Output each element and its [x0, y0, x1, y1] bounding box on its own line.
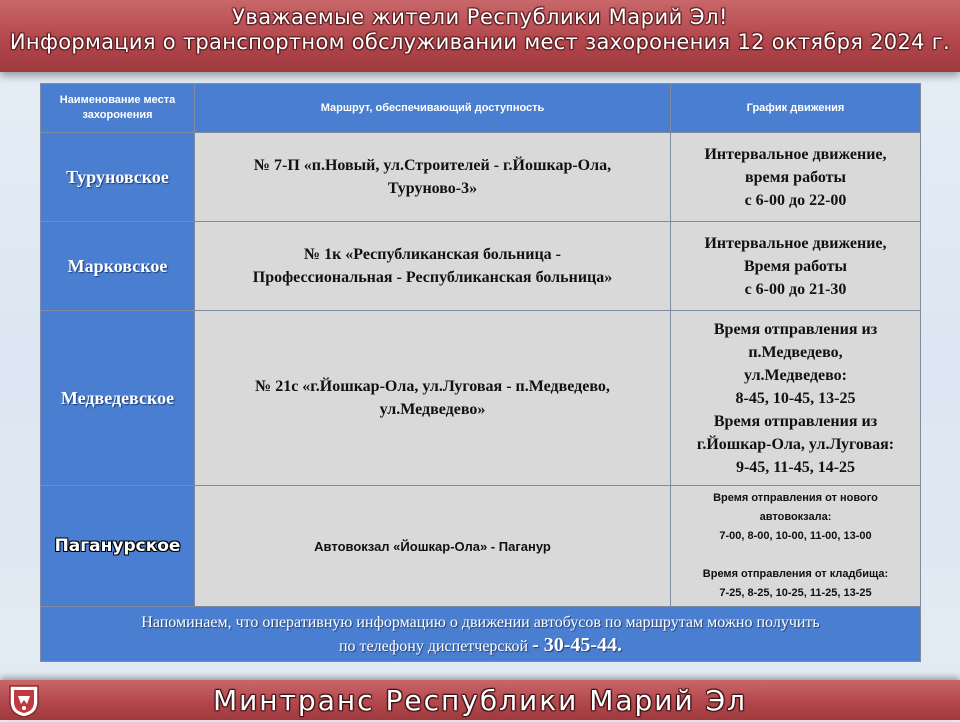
schedule-line: Время отправления из — [713, 320, 878, 338]
transport-table — [40, 83, 921, 662]
header-greeting: Уважаемые жители Республики Марий Эл! — [232, 5, 728, 29]
route-cell — [195, 311, 671, 486]
schedule-line: Интервальное движение, — [704, 234, 887, 252]
place-name: Паганурское — [41, 486, 195, 607]
schedule-line: Время отправления из — [713, 412, 878, 430]
note-line-phone — [41, 634, 920, 658]
schedule-line: Время работы — [743, 257, 848, 275]
place-name: Туруновское — [41, 133, 195, 222]
route-line: Туруново-3» — [387, 180, 478, 197]
route-line: Автовокзал «Йошкар-Ола» - Паганур — [314, 538, 551, 554]
note-text: по телефону диспетчерской — [338, 637, 529, 655]
route-line: Профессиональная - Республиканская больница» — [252, 269, 613, 286]
schedule-line: 7-25, 8-25, 10-25, 11-25, 13-25 — [719, 587, 872, 599]
schedule-line: 8-45, 10-45, 13-25 — [735, 389, 856, 407]
place-name: Медведевское — [41, 311, 195, 486]
table-row — [41, 222, 921, 311]
route-cell — [195, 486, 671, 607]
schedule-line: автовокзала: — [759, 511, 832, 523]
schedule-cell — [671, 222, 921, 311]
place-name: Марковское — [41, 222, 195, 311]
note-line: Напоминаем, что оперативную информацию о движении автобусов по маршрутам можно получить — [141, 613, 820, 631]
column-header-place: Наименование места захоронения — [41, 84, 195, 133]
table-row — [41, 311, 921, 486]
dispatcher-phone: - 30-45-44. — [532, 633, 623, 656]
route-cell — [195, 133, 671, 222]
route-line: № 21с «г.Йошкар-Ола, ул.Луговая - п.Медведево, — [255, 378, 610, 395]
table-header-row — [41, 84, 921, 133]
schedule-line: Время отправления от кладбища: — [702, 568, 889, 580]
schedule-line: Время отправления от нового — [713, 492, 878, 504]
schedule-line: г.Йошкар-Ола, ул.Луговая: — [696, 435, 895, 453]
route-line: ул.Медведево» — [379, 401, 486, 418]
table-row — [41, 133, 921, 222]
schedule-line: с 6-00 до 22-00 — [744, 191, 847, 209]
schedule-line: время работы — [744, 168, 847, 186]
column-header-route: Маршрут, обеспечивающий доступность — [195, 84, 671, 133]
table-row — [41, 486, 921, 607]
header-banner — [0, 0, 960, 72]
footer-bar — [0, 680, 960, 720]
column-header-schedule: График движения — [671, 84, 921, 133]
schedule-cell — [671, 486, 921, 607]
schedule-line: с 6-00 до 21-30 — [744, 280, 847, 298]
note-row — [41, 607, 921, 662]
ministry-title: Минтранс Республики Марий Эл — [212, 684, 748, 717]
route-cell — [195, 222, 671, 311]
schedule-line: 9-45, 11-45, 14-25 — [735, 458, 856, 476]
schedule-line: Интервальное движение, — [704, 145, 887, 163]
schedule-cell — [671, 133, 921, 222]
route-line: № 1к «Республиканская больница - — [304, 246, 561, 263]
schedule-cell — [671, 311, 921, 486]
dispatcher-note — [41, 607, 921, 662]
route-line: № 7-П «п.Новый, ул.Строителей - г.Йошкар-Ола, — [253, 157, 612, 174]
schedule-line: ул.Медведево: — [743, 366, 848, 384]
header-subtitle: Информация о транспортном обслуживании мест захоронения 12 октября 2024 г. — [9, 30, 951, 54]
schedule-line: п.Медведево, — [748, 343, 843, 361]
schedule-spacer — [671, 546, 920, 565]
schedule-line: 7-00, 8-00, 10-00, 11-00, 13-00 — [719, 530, 872, 542]
